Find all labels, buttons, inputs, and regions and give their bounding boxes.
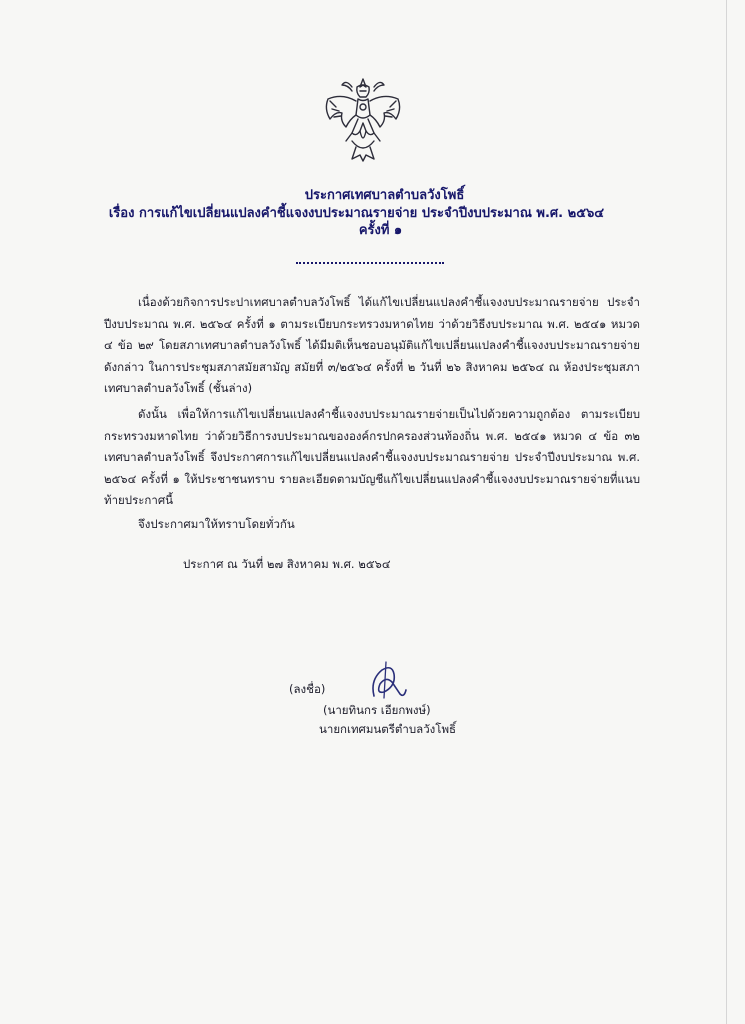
body-paragraph-1: เนื่องด้วยกิจการประปาเทศบาลตำบลวังโพธิ์ ได้แก้ไขเปลี่ยนแปลงคำชี้แจงงบประมาณรายจ่าย ประจำปีงบประมาณ พ.ศ. ๒๕๖๔ ครั้งที่ ๑ ตามระเบียบกระทรวงมหาดไทย ว่าด้วยวิธีงบประมาณ พ.ศ. ๒๕๔๑ หมวด ๔ ข้อ ๒๙ โดยสภาเทศบาลตำบลวังโพธิ์ ได้มีมติเห็นชอบอนุมัติแก้ไขเปลี่ยนแปลงคำชี้แจงงบประมาณรายจ่ายดังกล่าว ในการประชุมสภาสมัยสามัญ สมัยที่ ๓/๒๕๖๔ ครั้งที่ ๒ วันที่ ๒๖ สิงหาคม ๒๕๖๔ ณ ห้องประชุมสภาเทศบาลตำบลวังโพธิ์ (ชั้นล่าง) xyxy=(104,295,640,395)
garuda-emblem-icon xyxy=(322,75,404,163)
closing-statement: จึงประกาศมาให้ทราบโดยทั่วกัน xyxy=(138,517,295,531)
signer-name: (นายทินกร เอียกพงษ์) xyxy=(323,703,431,717)
announcement-heading: ประกาศเทศบาลตำบลวังโพธิ์ xyxy=(304,188,465,203)
signature-prefix: (ลงชื่อ) xyxy=(289,682,326,696)
announcement-date: ประกาศ ณ วันที่ ๒๗ สิงหาคม พ.ศ. ๒๕๖๔ xyxy=(183,557,391,571)
dotted-divider xyxy=(296,262,444,264)
handwritten-signature-icon xyxy=(364,660,410,704)
body-paragraph-2: ดังนั้น เพื่อให้การแก้ไขเปลี่ยนแปลงคำชี้แจงงบประมาณรายจ่ายเป็นไปด้วยความถูกต้อง ตามระเบียบกระทรวงมหาดไทย ว่าด้วยวิธีการงบประมาณขององค์กรปกครองส่วนท้องถิ่น พ.ศ. ๒๕๔๑ หมวด ๔ ข้อ ๓๒ เทศบาลตำบลวังโพธิ์ จึงประกาศการแก้ไขเปลี่ยนแปลงคำชี้แจงงบประมาณรายจ่าย ประจำปีงบประมาณ พ.ศ. ๒๕๖๔ ครั้งที่ ๑ ให้ประชาชนทราบ รายละเอียดตามบัญชีแก้ไขเปลี่ยนแปลงคำชี้แจงงบประมาณรายจ่ายที่แนบท้ายประกาศนี้ xyxy=(104,407,640,507)
signer-position: นายกเทศมนตรีตำบลวังโพธิ์ xyxy=(319,722,457,736)
page-edge-line xyxy=(726,0,727,1024)
announcement-edition: ครั้งที่ ๑ xyxy=(358,223,403,238)
announcement-subject: เรื่อง การแก้ไขเปลี่ยนแปลงคำชี้แจงงบประมาณรายจ่าย ประจำปีงบประมาณ พ.ศ. ๒๕๖๔ xyxy=(108,206,605,221)
